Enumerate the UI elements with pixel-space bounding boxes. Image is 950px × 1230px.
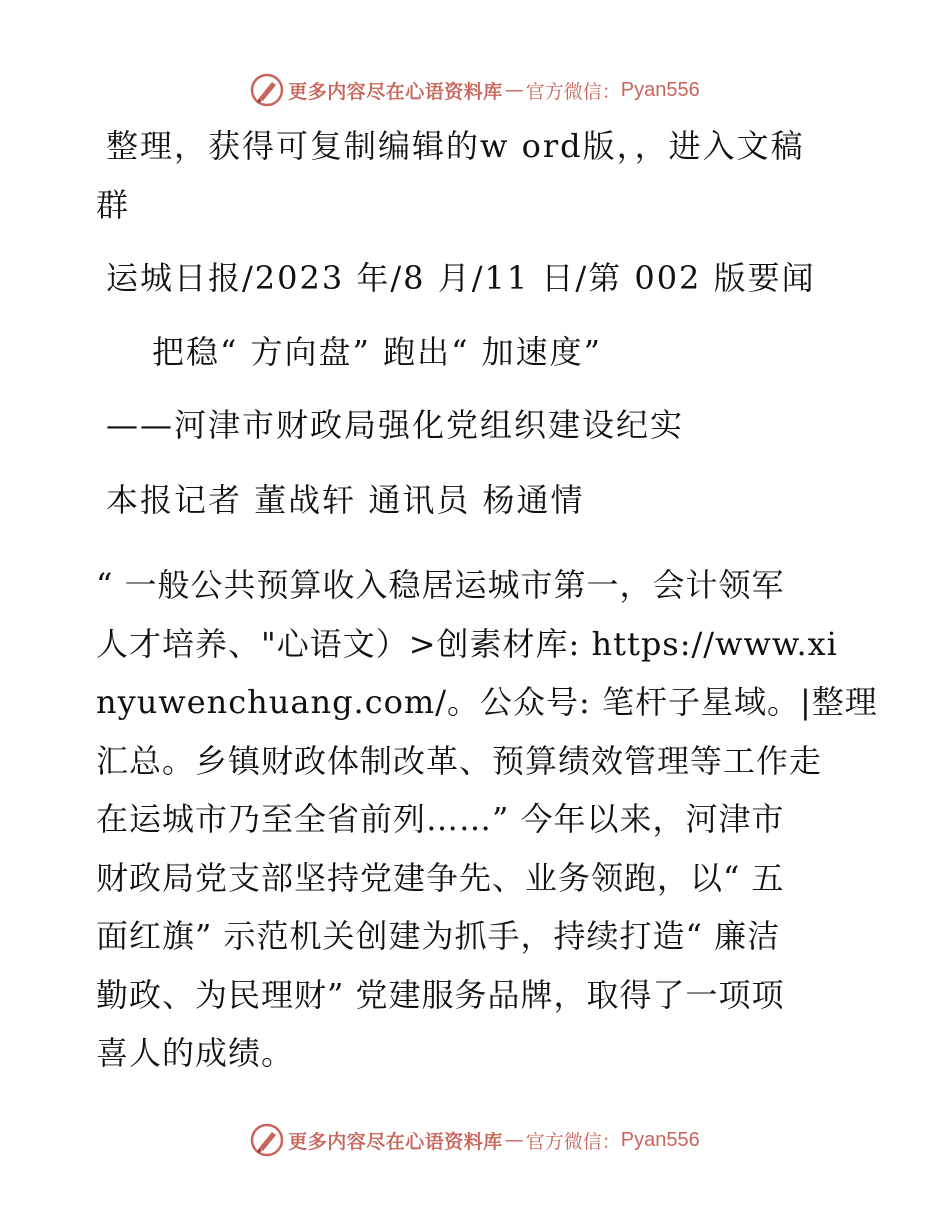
banner-text: 更多内容尽在心语资料库 [288,1130,503,1153]
headline: 把稳“ 方向盘” 跑出“ 加速度” [152,333,602,371]
body-line: 财政局党支部坚持党建争先、业务领跑，以“ 五 [96,858,785,897]
banner-wechat-id: Pyan556 [620,78,700,101]
body-line: “ 一般公共预算收入稳居运城市第一，会计领军 [96,566,785,604]
banner-separator: — [504,79,524,101]
banner-wechat-id: Pyan556 [620,1128,700,1151]
dateline: 运城日报/2023 年/8 月/11 日/第 002 版要闻 [106,259,816,297]
body-line: 勤政、为民理财” 党建服务品牌，取得了一项项 [96,975,785,1014]
byline: 本报记者 董战轩 通讯员 杨通情 [106,481,585,519]
footer-banner [0,1120,950,1160]
subheadline: ——河津市财政局强化党组织建设纪实 [106,406,685,444]
body-line: 汇总。乡镇财政体制改革、预算绩效管理等工作走 [96,741,823,780]
body-paragraph [96,556,878,1083]
banner-wechat-label: 官方微信： [525,80,621,103]
intro-line-2: 群 [96,186,131,224]
body-line: 人才培养、"心语文）>创素材库: https://www.xi [96,624,838,663]
pen-logo-icon [250,1123,284,1157]
body-line: 在运城市乃至全省前列……” 今年以来，河津市 [96,800,785,838]
header-banner [0,70,950,110]
body-line: nyuwenchuang.com/。公众号: 笔杆子星域。|整理 [96,683,878,721]
intro-line-1: 整理，获得可复制编辑的w ord版，，进入文稿 [106,127,805,165]
body-line: 喜人的成绩。 [96,1034,295,1072]
banner-text: 更多内容尽在心语资料库 [288,80,503,103]
pen-logo-icon [250,73,284,107]
banner-separator: — [504,1129,524,1151]
body-line: 面红旗” 示范机关创建为抓手，持续打造“ 廉洁 [96,917,781,955]
banner-wechat-label: 官方微信： [525,1130,621,1153]
